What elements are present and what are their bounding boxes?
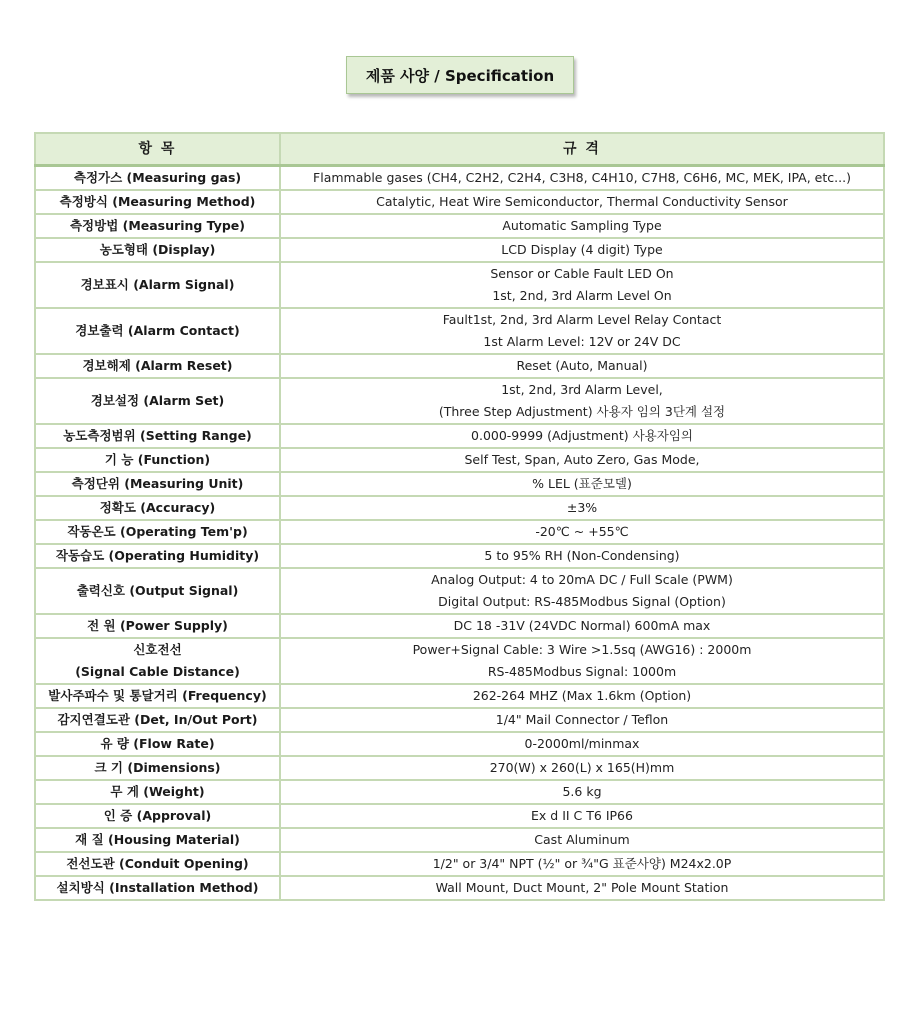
spec-value-line: Catalytic, Heat Wire Semiconductor, Thermal Conductivity Sensor (376, 194, 788, 209)
table-row (35, 190, 884, 214)
table-row (35, 708, 884, 732)
table-row (35, 214, 884, 238)
spec-value (280, 190, 884, 214)
table-row (35, 876, 884, 900)
spec-value-line: DC 18 -31V (24VDC Normal) 600mA max (453, 618, 711, 633)
table-row (35, 424, 884, 448)
spec-value-line: 5.6 kg (562, 784, 602, 799)
spec-value (280, 684, 884, 708)
table-header-row (35, 133, 884, 166)
spec-value (280, 614, 884, 638)
spec-item-label (35, 638, 280, 684)
spec-value (280, 568, 884, 614)
spec-value (280, 828, 884, 852)
table-row (35, 756, 884, 780)
spec-item-label: 발사주파수 및 통달거리 (Frequency) (35, 684, 280, 708)
spec-item-label: 농도형태 (Display) (35, 238, 280, 262)
spec-item-label: 경보표시 (Alarm Signal) (35, 262, 280, 308)
spec-item-label: 기 능 (Function) (35, 448, 280, 472)
spec-value-line: Flammable gases (CH4, C2H2, C2H4, C3H8, C4H10, C7H8, C6H6, MC, MEK, IPA, etc...) (313, 170, 851, 185)
spec-item-label: 전 원 (Power Supply) (35, 614, 280, 638)
spec-item-label: 측정가스 (Measuring gas) (35, 166, 280, 191)
spec-value (280, 262, 884, 308)
spec-item-label: 무 게 (Weight) (35, 780, 280, 804)
column-header-spec: 규 격 (280, 133, 884, 166)
spec-value (280, 214, 884, 238)
spec-value-line: ±3% (566, 500, 598, 515)
spec-item-label: 작동습도 (Operating Humidity) (35, 544, 280, 568)
table-row (35, 804, 884, 828)
spec-value (280, 638, 884, 684)
spec-value-line: RS-485Modbus Signal: 1000m (487, 664, 677, 679)
spec-value-line: 1st Alarm Level: 12V or 24V DC (483, 334, 681, 349)
table-row (35, 732, 884, 756)
table-row (35, 448, 884, 472)
spec-value-line: Wall Mount, Duct Mount, 2" Pole Mount Station (435, 880, 729, 895)
table-row (35, 262, 884, 308)
page-title: 제품 사양 / Specification (346, 56, 574, 94)
table-row (35, 638, 884, 684)
table-row (35, 520, 884, 544)
spec-item-label: 전선도관 (Conduit Opening) (35, 852, 280, 876)
spec-value (280, 804, 884, 828)
spec-value (280, 520, 884, 544)
spec-value-line: 1st, 2nd, 3rd Alarm Level On (492, 288, 672, 303)
spec-value-line: 5 to 95% RH (Non-Condensing) (484, 548, 680, 563)
spec-value-line: -20℃ ~ +55℃ (535, 524, 629, 539)
spec-value-line: Ex d II C T6 IP66 (531, 808, 633, 823)
spec-value-line: 270(W) x 260(L) x 165(H)mm (489, 760, 675, 775)
table-row (35, 684, 884, 708)
spec-item-label: 작동온도 (Operating Tem'p) (35, 520, 280, 544)
spec-item-label: 측정방법 (Measuring Type) (35, 214, 280, 238)
spec-value-line: Cast Aluminum (534, 832, 630, 847)
spec-value-line: Automatic Sampling Type (502, 218, 662, 233)
spec-value-line: Self Test, Span, Auto Zero, Gas Mode, (464, 452, 700, 467)
spec-value (280, 308, 884, 354)
table-row (35, 852, 884, 876)
spec-item-label: 경보설정 (Alarm Set) (35, 378, 280, 424)
table-row (35, 544, 884, 568)
spec-value-line: 0.000-9999 (Adjustment) 사용자임의 (471, 428, 693, 443)
spec-value (280, 708, 884, 732)
table-row (35, 378, 884, 424)
spec-value (280, 544, 884, 568)
table-row (35, 614, 884, 638)
spec-value-line: Fault1st, 2nd, 3rd Alarm Level Relay Contact (442, 312, 722, 327)
table-row (35, 496, 884, 520)
spec-value-line: 0-2000ml/minmax (524, 736, 640, 751)
spec-item-label: 농도측정범위 (Setting Range) (35, 424, 280, 448)
spec-value-line: Digital Output: RS-485Modbus Signal (Option) (438, 594, 726, 609)
spec-value (280, 472, 884, 496)
specification-table (34, 132, 885, 901)
spec-item-label: 정확도 (Accuracy) (35, 496, 280, 520)
spec-item-label: 측정방식 (Measuring Method) (35, 190, 280, 214)
spec-value (280, 166, 884, 191)
spec-value-line: 262-264 MHZ (Max 1.6km (Option) (472, 688, 692, 703)
spec-value-line: 1/2" or 3/4" NPT (½" or ¾"G 표준사양) M24x2.0P (432, 856, 732, 871)
spec-item-label: 재 질 (Housing Material) (35, 828, 280, 852)
spec-value (280, 354, 884, 378)
spec-item-label: 감지연결도관 (Det, In/Out Port) (35, 708, 280, 732)
spec-value-line: Power+Signal Cable: 3 Wire >1.5sq (AWG16) : 2000m (412, 642, 752, 657)
spec-item-label: 설치방식 (Installation Method) (35, 876, 280, 900)
spec-value-line: Reset (Auto, Manual) (516, 358, 648, 373)
spec-value-line: 1/4" Mail Connector / Teflon (495, 712, 669, 727)
spec-value-line: Analog Output: 4 to 20mA DC / Full Scale (PWM) (431, 572, 733, 587)
table-body (35, 166, 884, 901)
spec-item-label: 경보해제 (Alarm Reset) (35, 354, 280, 378)
table-row (35, 472, 884, 496)
table-row (35, 780, 884, 804)
table-row (35, 568, 884, 614)
spec-value (280, 756, 884, 780)
spec-value (280, 852, 884, 876)
spec-value (280, 238, 884, 262)
spec-item-label-line: (Signal Cable Distance) (75, 664, 240, 679)
spec-item-label-line: 신호전선 (133, 642, 182, 657)
table-row (35, 828, 884, 852)
spec-item-label: 유 량 (Flow Rate) (35, 732, 280, 756)
table-row (35, 238, 884, 262)
spec-value (280, 448, 884, 472)
spec-value-line: LCD Display (4 digit) Type (501, 242, 663, 257)
spec-value-line: % LEL (표준모델) (532, 476, 632, 491)
table-row (35, 166, 884, 191)
spec-item-label: 크 기 (Dimensions) (35, 756, 280, 780)
spec-value (280, 876, 884, 900)
spec-value (280, 378, 884, 424)
spec-item-label: 측정단위 (Measuring Unit) (35, 472, 280, 496)
column-header-item: 항 목 (35, 133, 280, 166)
spec-value (280, 424, 884, 448)
spec-value (280, 496, 884, 520)
spec-item-label: 인 증 (Approval) (35, 804, 280, 828)
spec-value-line: (Three Step Adjustment) 사용자 임의 3단계 설정 (438, 404, 726, 419)
spec-value (280, 780, 884, 804)
spec-item-label: 경보출력 (Alarm Contact) (35, 308, 280, 354)
table-row (35, 354, 884, 378)
spec-item-label: 출력신호 (Output Signal) (35, 568, 280, 614)
spec-value (280, 732, 884, 756)
table-row (35, 308, 884, 354)
spec-value-line: 1st, 2nd, 3rd Alarm Level, (501, 382, 663, 397)
spec-value-line: Sensor or Cable Fault LED On (490, 266, 674, 281)
